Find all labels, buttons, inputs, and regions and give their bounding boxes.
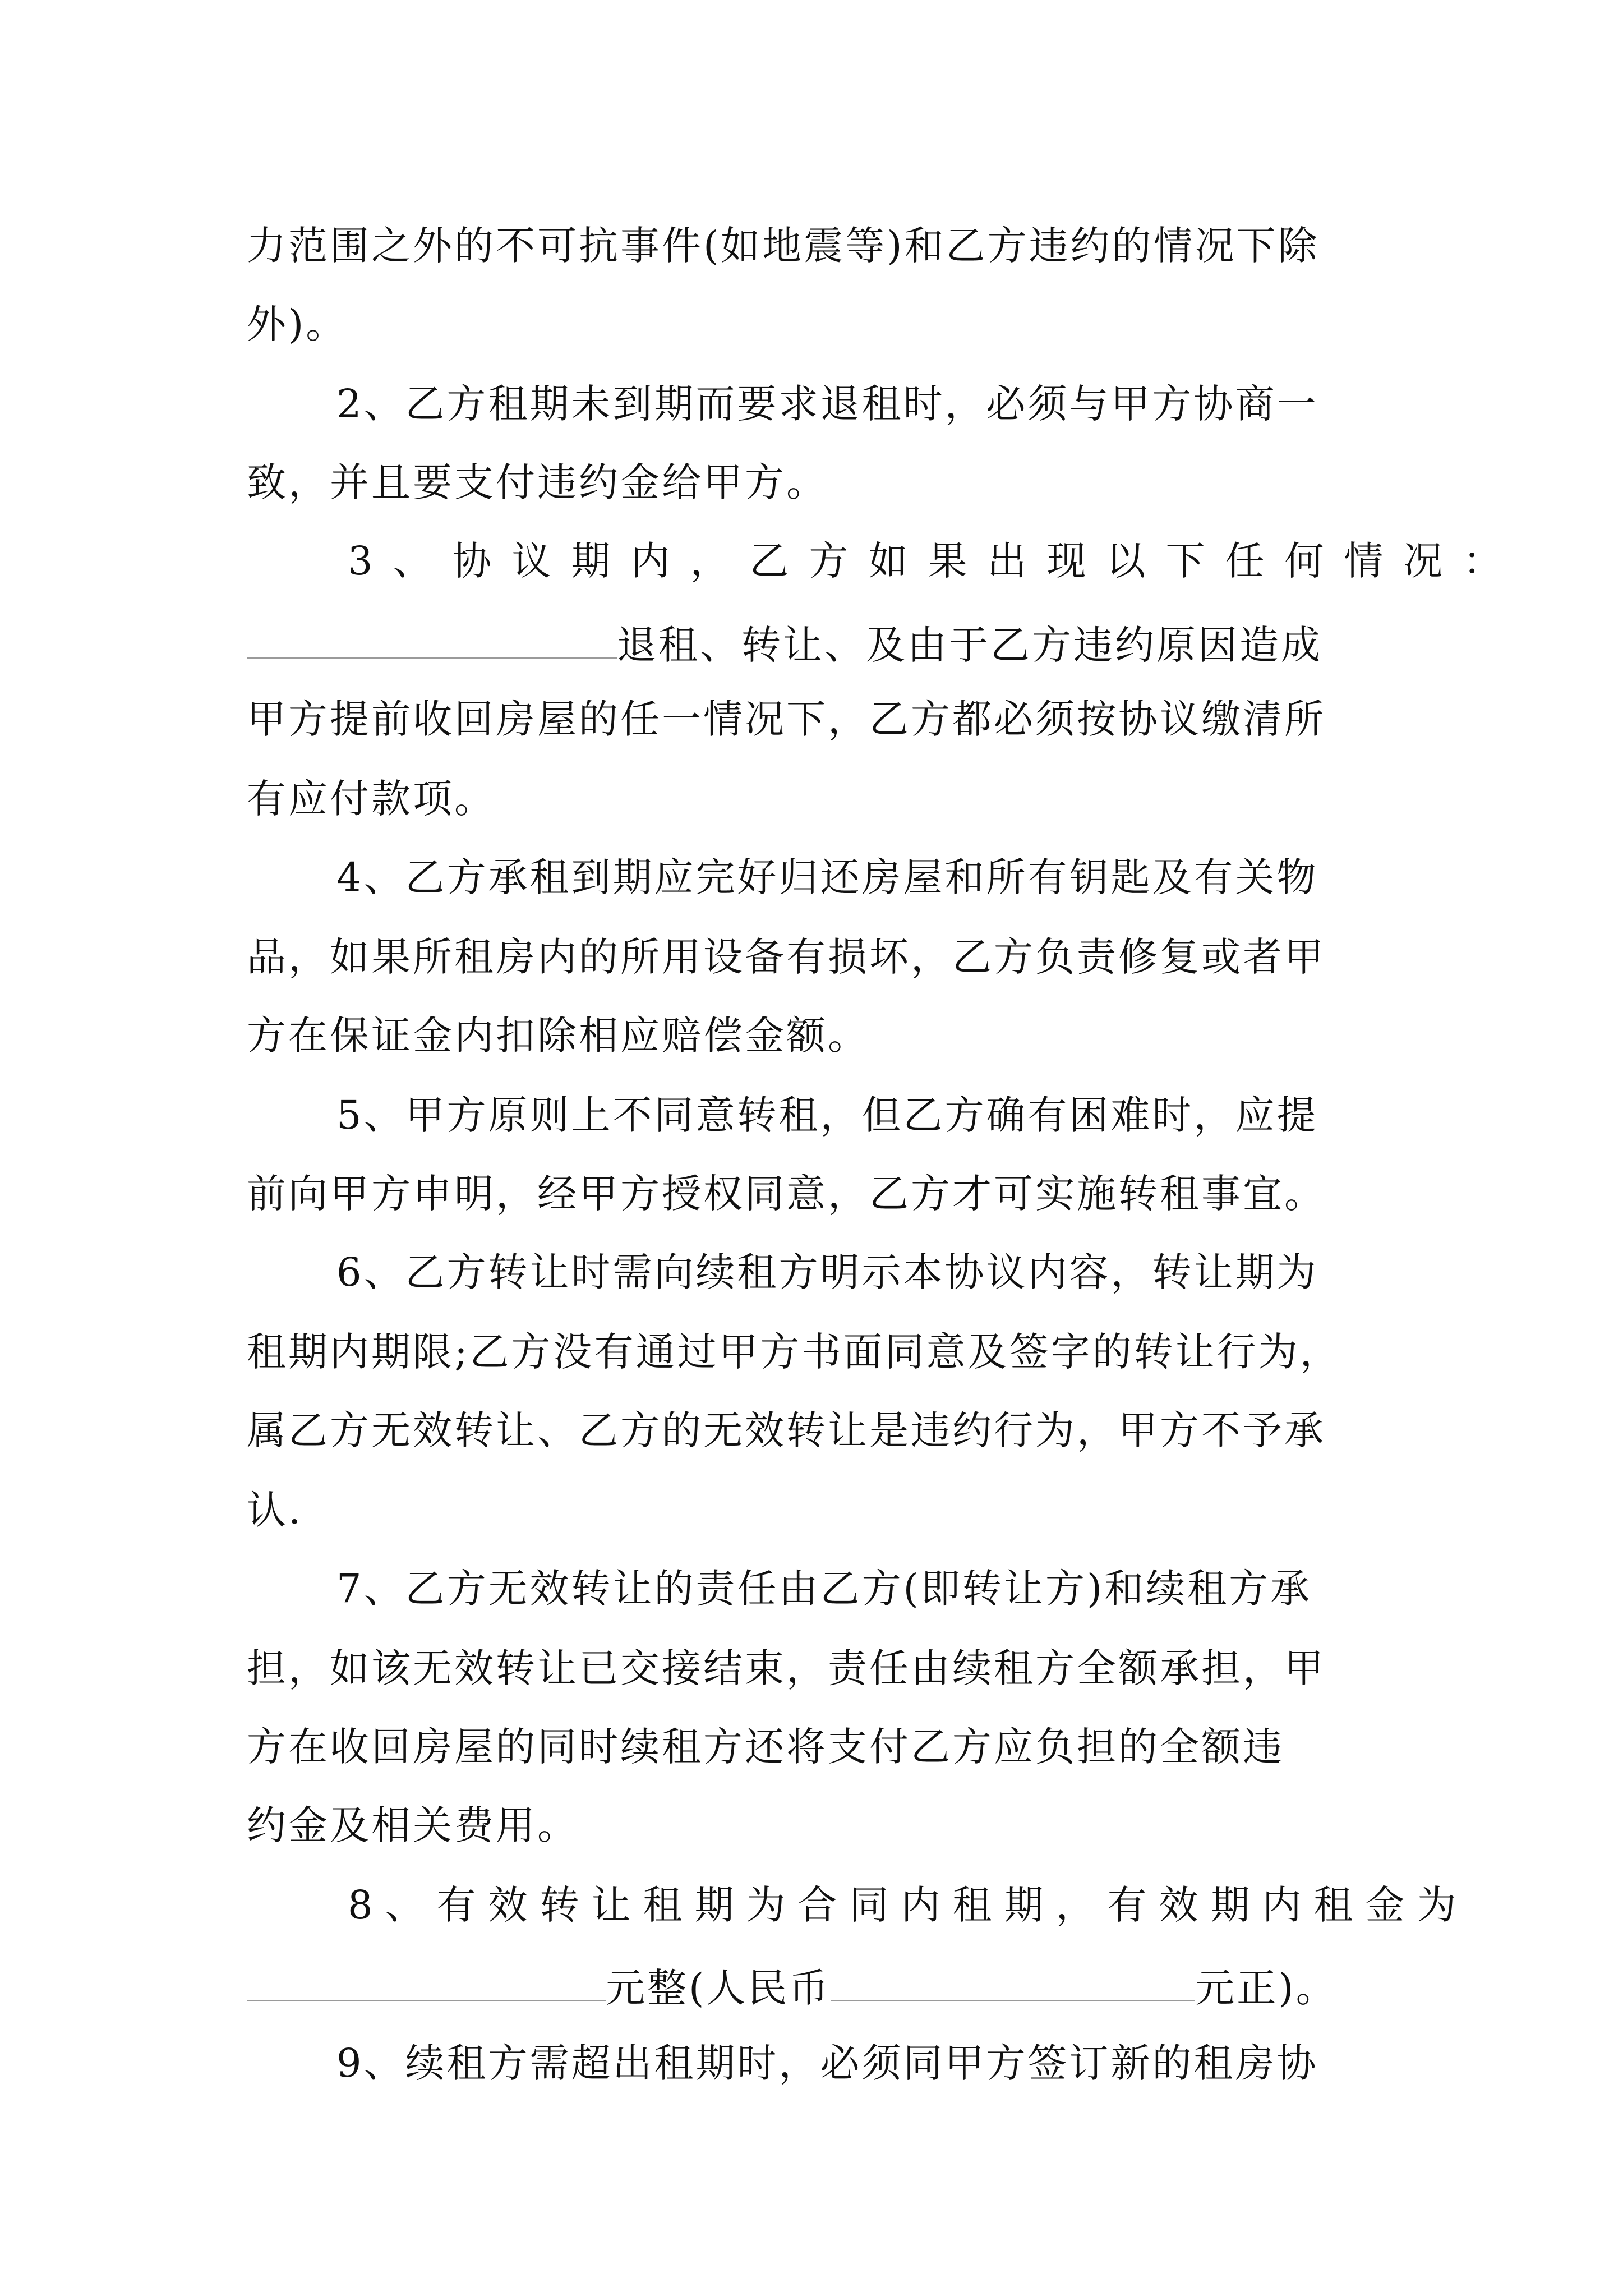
clause-4-line: 4、乙方承租到期应完好归还房屋和所有钥匙及有关物 bbox=[336, 854, 1318, 900]
text-line: 致，并且要支付违约金给甲方。 bbox=[247, 459, 828, 505]
text-segment: 元正)。 bbox=[1195, 1965, 1338, 2011]
text-line: 力范围之外的不可抗事件(如地震等)和乙方违约的情况下除 bbox=[247, 223, 1320, 269]
text-line: 有应付款项。 bbox=[247, 776, 496, 822]
text-line: 属乙方无效转让、乙方的无效转让是违约行为，甲方不予承 bbox=[247, 1407, 1326, 1453]
text-line: 前向甲方申明，经甲方授权同意，乙方才可实施转租事宜。 bbox=[247, 1171, 1326, 1217]
text-line-with-blanks bbox=[247, 1955, 1380, 2012]
text-line: 担，如该无效转让已交接结束，责任由续租方全额承担，甲 bbox=[247, 1645, 1326, 1691]
text-segment: 元整(人民币 bbox=[606, 1965, 831, 2011]
text-line: 外)。 bbox=[247, 301, 348, 347]
fill-in-blank bbox=[831, 1955, 1195, 2001]
clause-9-line: 9、续租方需超出租期时，必须同甲方签订新的租房协 bbox=[336, 2040, 1318, 2086]
text-line-with-blank bbox=[247, 613, 1380, 669]
clause-3-line: 3、协议期内，乙方如果出现以下任何情况： bbox=[348, 538, 1523, 584]
text-line: 约金及相关费用。 bbox=[247, 1802, 579, 1848]
clause-7-line: 7、乙方无效转让的责任由乙方(即转让方)和续租方承 bbox=[336, 1566, 1312, 1612]
fill-in-blank bbox=[247, 613, 617, 659]
text-line: 品，如果所租房内的所用设备有损坏，乙方负责修复或者甲 bbox=[247, 934, 1326, 980]
text-line: 方在保证金内扣除相应赔偿金额。 bbox=[247, 1013, 869, 1059]
fill-in-blank bbox=[247, 1955, 606, 2001]
clause-8-line: 8、有效转让租期为合同内租期，有效期内租金为 bbox=[348, 1882, 1469, 1928]
text-line: 认. bbox=[247, 1487, 303, 1533]
clause-6-line: 6、乙方转让时需向续租方明示本协议内容，转让期为 bbox=[336, 1249, 1318, 1295]
text-line: 租期内期限;乙方没有通过甲方书面同意及签字的转让行为， bbox=[247, 1329, 1341, 1375]
clause-2-line: 2、乙方租期未到期而要求退租时，必须与甲方协商一 bbox=[336, 381, 1318, 427]
text-line: 甲方提前收回房屋的任一情况下，乙方都必须按协议缴清所 bbox=[247, 696, 1326, 742]
clause-5-line: 5、甲方原则上不同意转租，但乙方确有困难时，应提 bbox=[336, 1092, 1318, 1138]
text-segment: 退租、转让、及由于乙方违约原因造成 bbox=[617, 622, 1322, 668]
text-line: 方在收回房屋的同时续租方还将支付乙方应负担的全额违 bbox=[247, 1724, 1284, 1770]
